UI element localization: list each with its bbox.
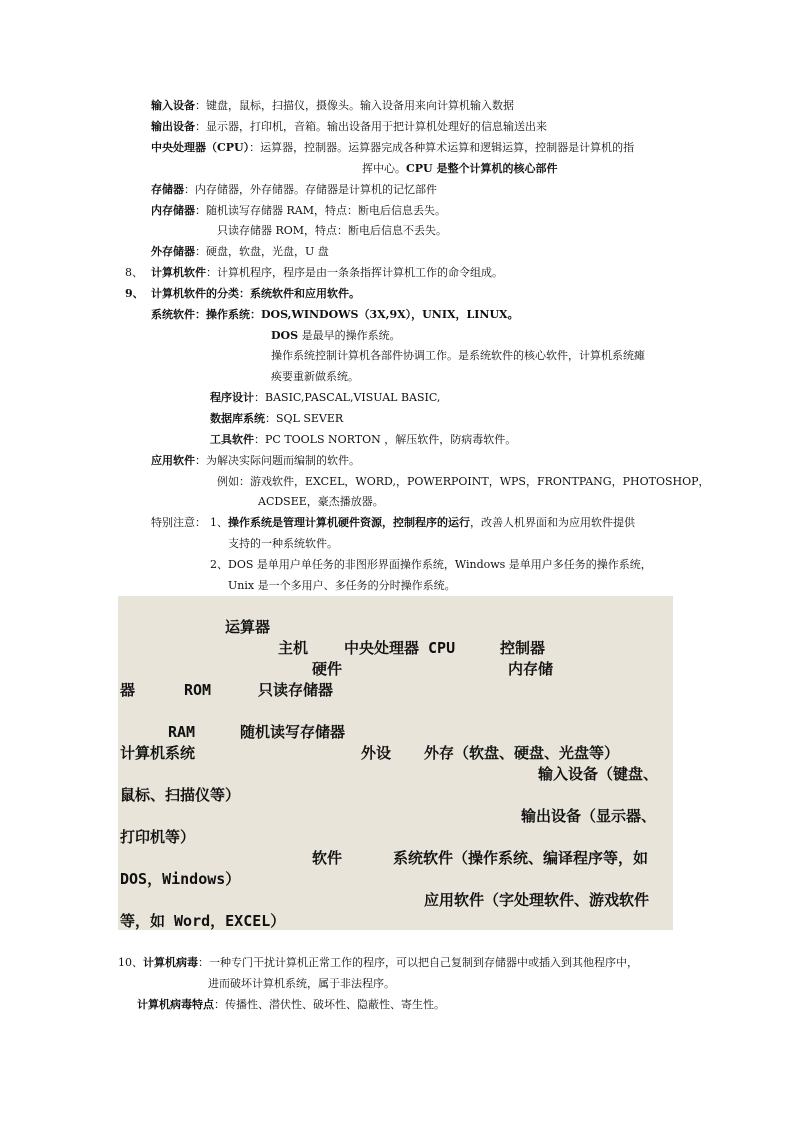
tree-system-software-cont: DOS，Windows）	[120, 870, 241, 888]
item10-cont: 进而破坏计算机系统，属于非法程序。	[208, 977, 395, 990]
note1-line	[210, 516, 635, 530]
system-software-label: 系统软件	[151, 308, 195, 321]
memory-text: ：随机读写存储器 RAM，特点：断电后信息丢失。	[195, 204, 446, 217]
note1-cont: 支持的一种系统软件。	[228, 537, 338, 550]
tree-system-software: 系统软件（操作系统、编译程序等，如	[393, 849, 649, 867]
os-text: ：DOS,WINDOWS（3X,9X），UNIX，LINUX。	[250, 308, 519, 321]
item9-label: 计算机软件的分类：系统软件和应用软件。	[151, 287, 360, 300]
app-example2: ACDSEE，豪杰播放器。	[258, 495, 384, 508]
input-devices-line	[151, 99, 514, 113]
dos-text: 是最早的操作系统。	[298, 329, 401, 342]
cpu-text: ：运算器，控制器。运算器完成各种算术运算和逻辑运算，控制器是计算机的指	[249, 141, 635, 154]
prog-line	[210, 391, 440, 405]
tree-software: 软件	[312, 849, 343, 867]
tree-internal-memory-cont: 器	[120, 681, 136, 699]
storage-line	[151, 183, 437, 197]
tree-output-devices: 输出设备（显示器、	[521, 807, 657, 825]
output-devices-line	[151, 120, 547, 134]
tree-host: 主机	[278, 639, 309, 657]
db-text: ：SQL SEVER	[265, 412, 344, 425]
external-text: ：硬盘，软盘，光盘，U 盘	[195, 245, 329, 258]
item8-label: 计算机软件	[151, 266, 206, 279]
db-label: 数据库系统	[210, 412, 265, 425]
item10-label: 计算机病毒	[143, 956, 198, 969]
note1-text: ，改善人机界面和为应用软件提供	[470, 516, 635, 529]
dos-line	[271, 329, 401, 343]
computer-system-tree	[118, 596, 673, 930]
virus-traits-label: 计算机病毒特点	[137, 998, 214, 1011]
item10-num: 10、	[118, 956, 143, 969]
cpu-line-cont	[362, 162, 557, 176]
virus-traits-line	[137, 998, 445, 1012]
rom-line: 只读存储器 ROM，特点：断电后信息不丢失。	[217, 224, 448, 237]
cpu-cont-text: 挥中心。	[362, 162, 406, 175]
input-devices-text: ：键盘，鼠标，扫描仪，摄像头。输入设备用来向计算机输入数据	[195, 99, 514, 112]
tool-line	[210, 433, 516, 447]
external-label: 外存储器	[151, 245, 195, 258]
output-devices-text: ：显示器，打印机，音箱。输出设备用于把计算机处理好的信息输送出来	[195, 120, 547, 133]
note-label: 特别注意：	[151, 516, 206, 529]
tree-peripherals: 外设	[361, 744, 392, 762]
tree-computer-system: 计算机系统	[120, 744, 196, 762]
system-software-line	[151, 308, 519, 322]
tree-input-devices-cont: 鼠标、扫描仪等）	[120, 786, 241, 804]
tree-input-devices: 输入设备（键盘、	[538, 765, 659, 783]
cpu-line	[151, 141, 634, 155]
tree-app-software: 应用软件（字处理软件、游戏软件	[424, 891, 650, 909]
item8-line	[151, 266, 503, 280]
app-software-text: ：为解决实际问题而编制的软件。	[195, 454, 360, 467]
app-software-label: 应用软件	[151, 454, 195, 467]
note2-cont: Unix 是一个多用户、多任务的分时操作系统。	[228, 579, 456, 592]
virus-traits-text: ：传播性、潜伏性、破坏性、隐蔽性、寄生性。	[214, 998, 445, 1011]
item10-text: ：一种专门干扰计算机正常工作的程序，可以把自己复制到存储器中或插入到其他程序中，	[198, 956, 638, 969]
tree-output-devices-cont: 打印机等）	[120, 828, 196, 846]
storage-label: 存储器	[151, 183, 184, 196]
prog-text: ：BASIC,PASCAL,VISUAL BASIC,	[254, 391, 441, 404]
tool-text: ：PC TOOLS NORTON ，解压软件，防病毒软件。	[254, 433, 517, 446]
note1-bold: 操作系统是管理计算机硬件资源，控制程序的运行	[228, 516, 470, 529]
tree-cpu: 中央处理器 CPU	[344, 639, 456, 657]
item8-text: ：计算机程序，程序是由一条条指挥计算机工作的命令组成。	[206, 266, 503, 279]
cpu-label: 中央处理器（CPU）	[151, 141, 250, 154]
os-desc2: 痪要重新做系统。	[271, 370, 359, 383]
tree-ram: RAM	[168, 723, 196, 741]
output-devices-label: 输出设备	[151, 120, 195, 133]
tree-external-storage: 外存（软盘、硬盘、光盘等）	[424, 744, 620, 762]
tree-ram-desc: 随机读写存储器	[240, 723, 346, 741]
memory-line	[151, 204, 446, 218]
db-line	[210, 412, 343, 426]
item9-num: 9、	[125, 287, 144, 300]
memory-label: 内存储器	[151, 204, 195, 217]
note1-num: 1、	[210, 516, 228, 529]
tree-internal-memory: 内存储	[508, 660, 554, 678]
tree-app-software-cont: 等，如 Word，EXCEL）	[120, 912, 286, 930]
item8-num: 8、	[125, 266, 143, 279]
external-line	[151, 245, 329, 259]
dos-bold: DOS	[271, 329, 299, 342]
tree-alu: 运算器	[225, 618, 271, 636]
app-software-line	[151, 454, 360, 468]
note2-line: 2、DOS 是单用户单任务的非图形界面操作系统，Windows 是单用户多任务的操作系统，	[210, 558, 652, 571]
app-example1: 例如：游戏软件，EXCEL，WORD,，POWERPOINT，WPS，FRONTPANG，PHOTOSHOP，	[217, 475, 710, 488]
os-desc1: 操作系统控制计算机各部件协调工作。是系统软件的核心软件，计算机系统瘫	[271, 349, 645, 362]
input-devices-label: 输入设备	[151, 99, 195, 112]
os-label: ：操作系统	[195, 308, 250, 321]
tree-hardware: 硬件	[312, 660, 343, 678]
tree-controller: 控制器	[500, 639, 546, 657]
tool-label: 工具软件	[210, 433, 254, 446]
prog-label: 程序设计	[210, 391, 254, 404]
tree-rom: ROM	[184, 681, 212, 699]
storage-text: ：内存储器，外存储器。存储器是计算机的记忆部件	[184, 183, 437, 196]
tree-rom-desc: 只读存储器	[258, 681, 334, 699]
item10-line	[118, 956, 638, 970]
cpu-cont-bold: CPU 是整个计算机的核心部件	[406, 162, 558, 175]
